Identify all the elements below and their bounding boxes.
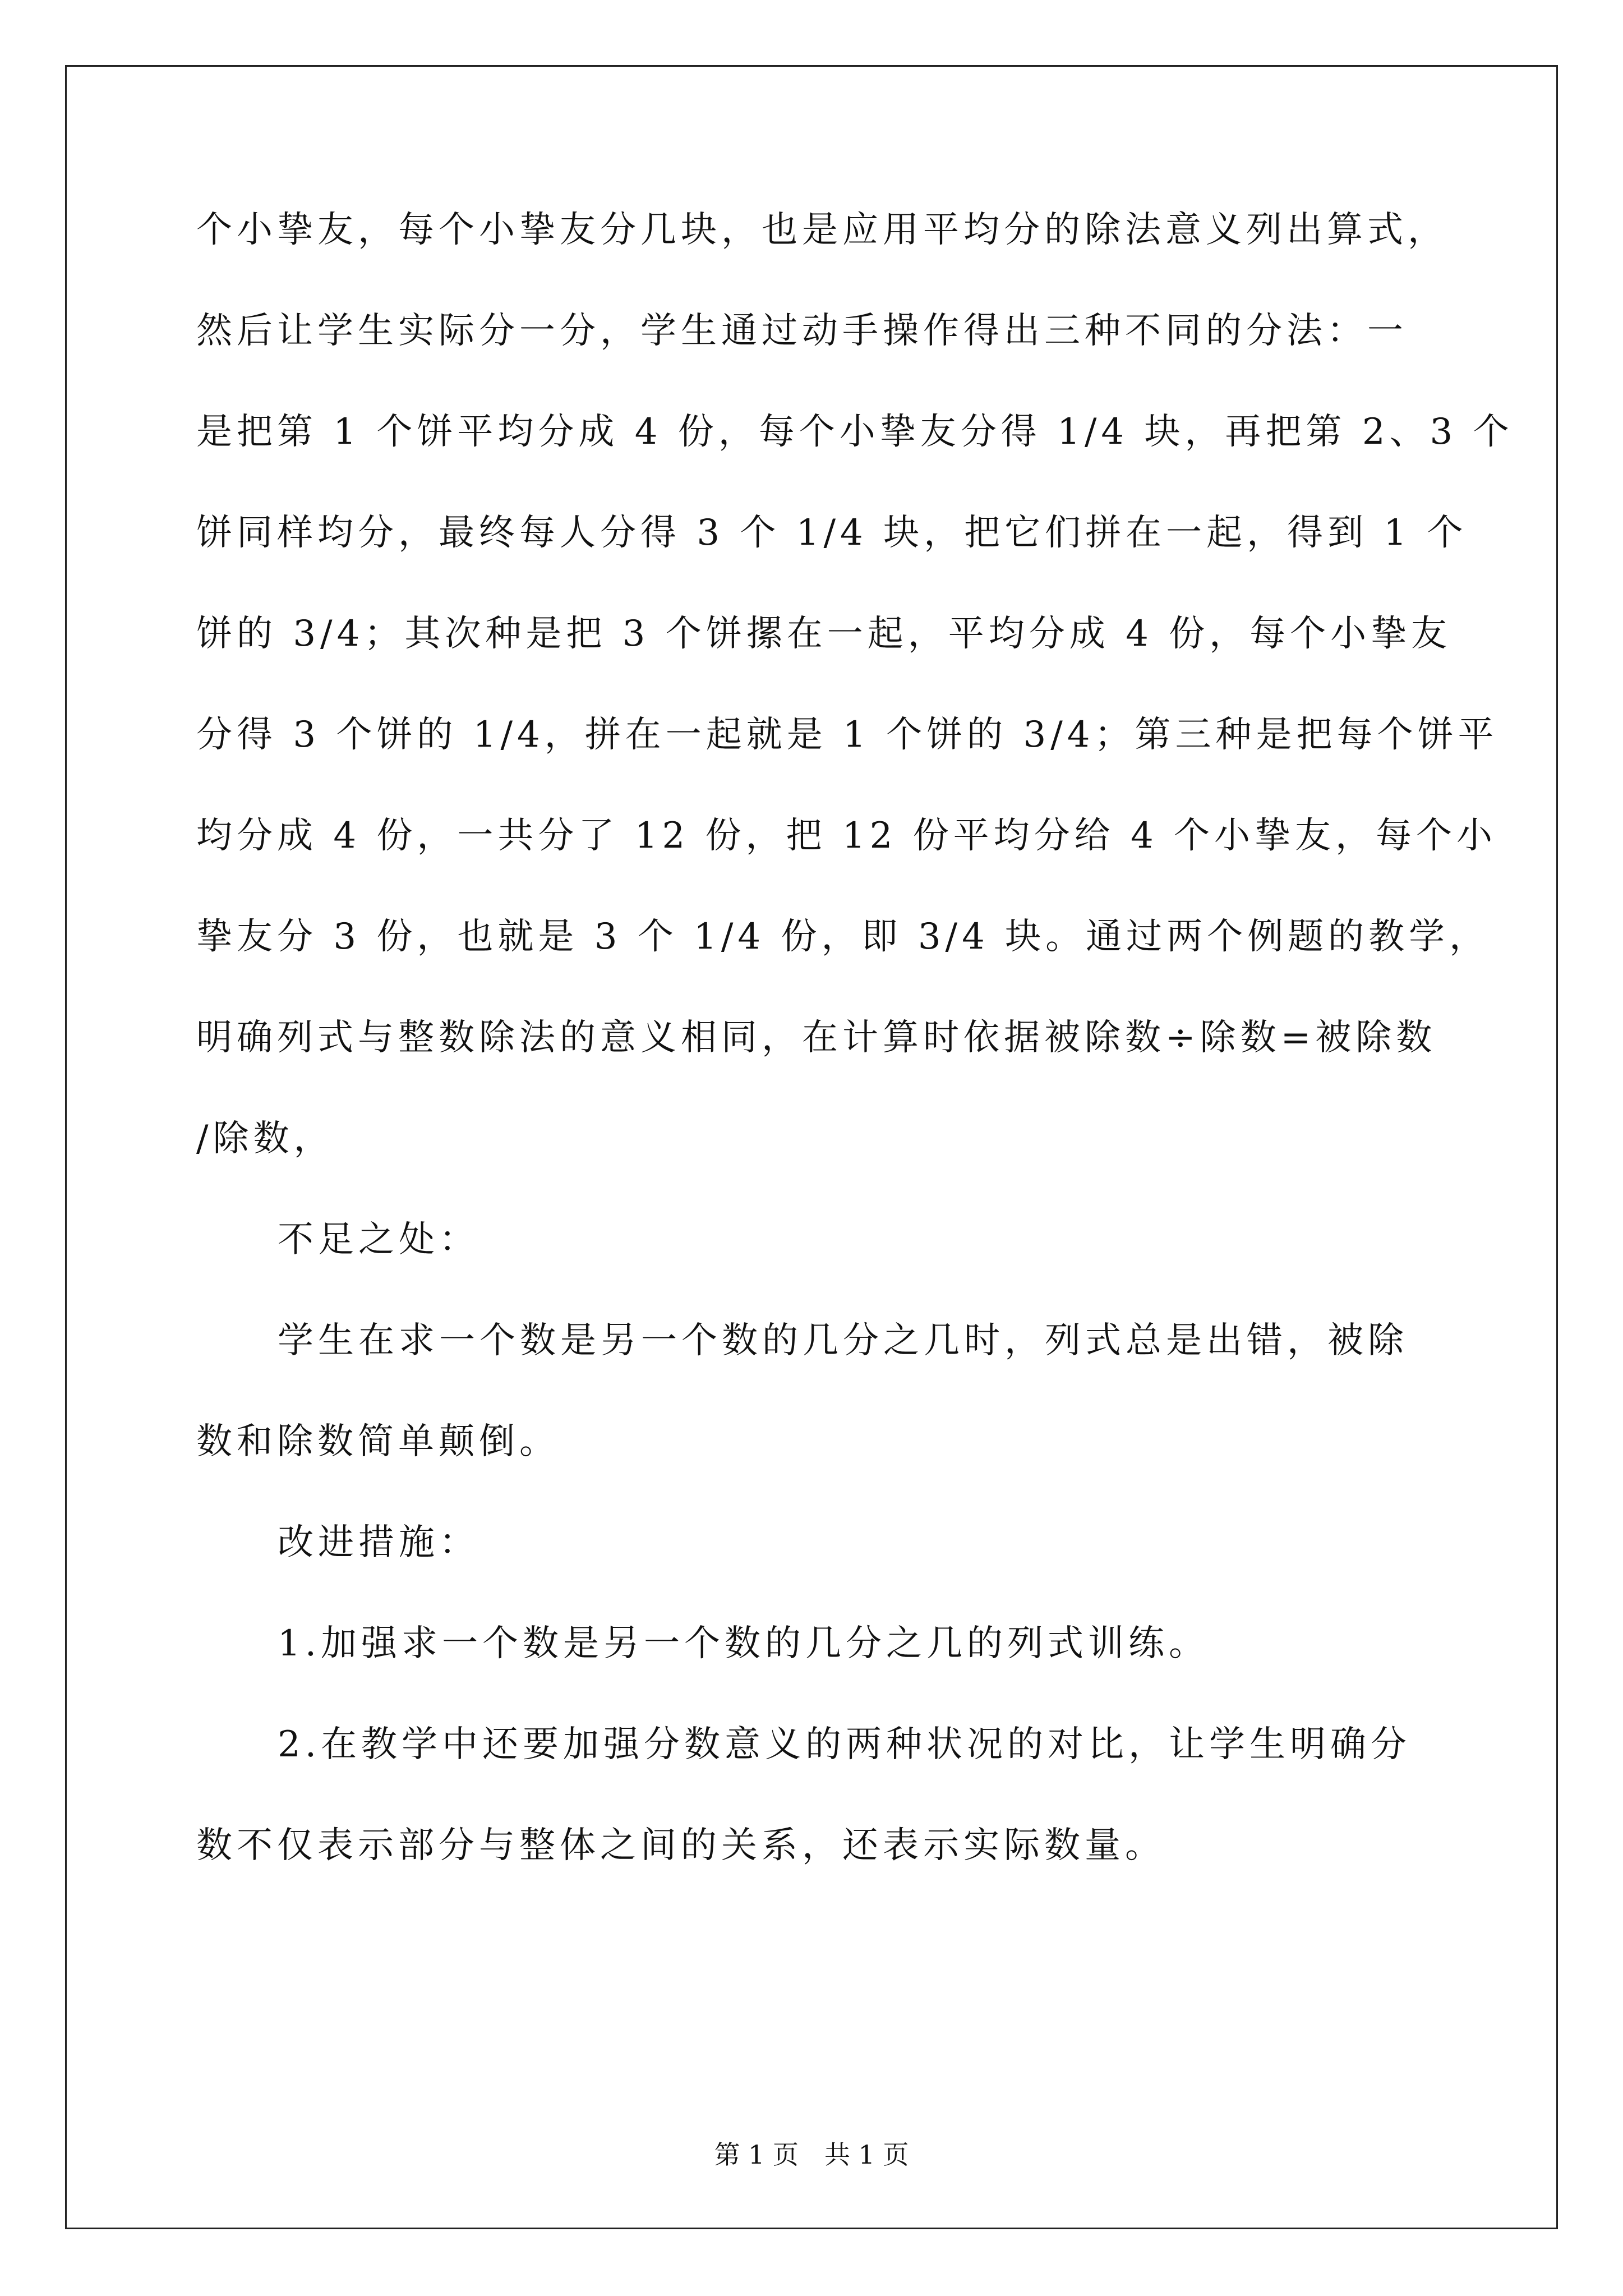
list-item-2: 2.在教学中还要加强分数意义的两种状况的对比，让学生明确分 <box>278 1724 1412 1765</box>
text-line: 然后让学生实际分一分，学生通过动手操作得出三种不同的分法：一 <box>196 310 1408 352</box>
text-line: 数不仅表示部分与整体之间的关系，还表示实际数量。 <box>196 1825 1165 1866</box>
page-footer: 第 1 页 共 1 页 <box>714 2139 909 2170</box>
text-line: 个小挚友，每个小挚友分几块，也是应用平均分的除法意义列出算式， <box>196 209 1448 251</box>
list-item-1: 1.加强求一个数是另一个数的几分之几的列式训练。 <box>278 1623 1210 1664</box>
section-heading-shortcoming: 不足之处： <box>278 1219 479 1260</box>
document-body <box>196 208 1514 1924</box>
text-line: 明确列式与整数除法的意义相同，在计算时依据被除数÷除数=被除数 <box>196 1017 1437 1059</box>
section-heading-improvement: 改进措施： <box>278 1522 479 1563</box>
text-line: 均分成 4 份，一共分了 12 份，把 12 份平均分给 4 个小挚友，每个小 <box>196 815 1497 857</box>
text-line: 是把第 1 个饼平均分成 4 份，每个小挚友分得 1/4 块，再把第 2、3 个 <box>196 411 1514 453</box>
text-line: 分得 3 个饼的 1/4，拼在一起就是 1 个饼的 3/4；第三种是把每个饼平 <box>196 714 1498 756</box>
text-line: 数和除数简单颠倒。 <box>196 1421 560 1462</box>
text-line: /除数， <box>196 1118 334 1159</box>
text-line: 饼同样均分，最终每人分得 3 个 1/4 块，把它们拼在一起，得到 1 个 <box>196 512 1468 554</box>
text-line: 挚友分 3 份，也就是 3 个 1/4 份，即 3/4 块。通过两个例题的教学， <box>196 916 1490 958</box>
text-line: 学生在求一个数是另一个数的几分之几时，列式总是出错，被除 <box>278 1320 1408 1361</box>
text-line: 饼的 3/4；其次种是把 3 个饼摞在一起，平均分成 4 份，每个小挚友 <box>196 613 1452 655</box>
